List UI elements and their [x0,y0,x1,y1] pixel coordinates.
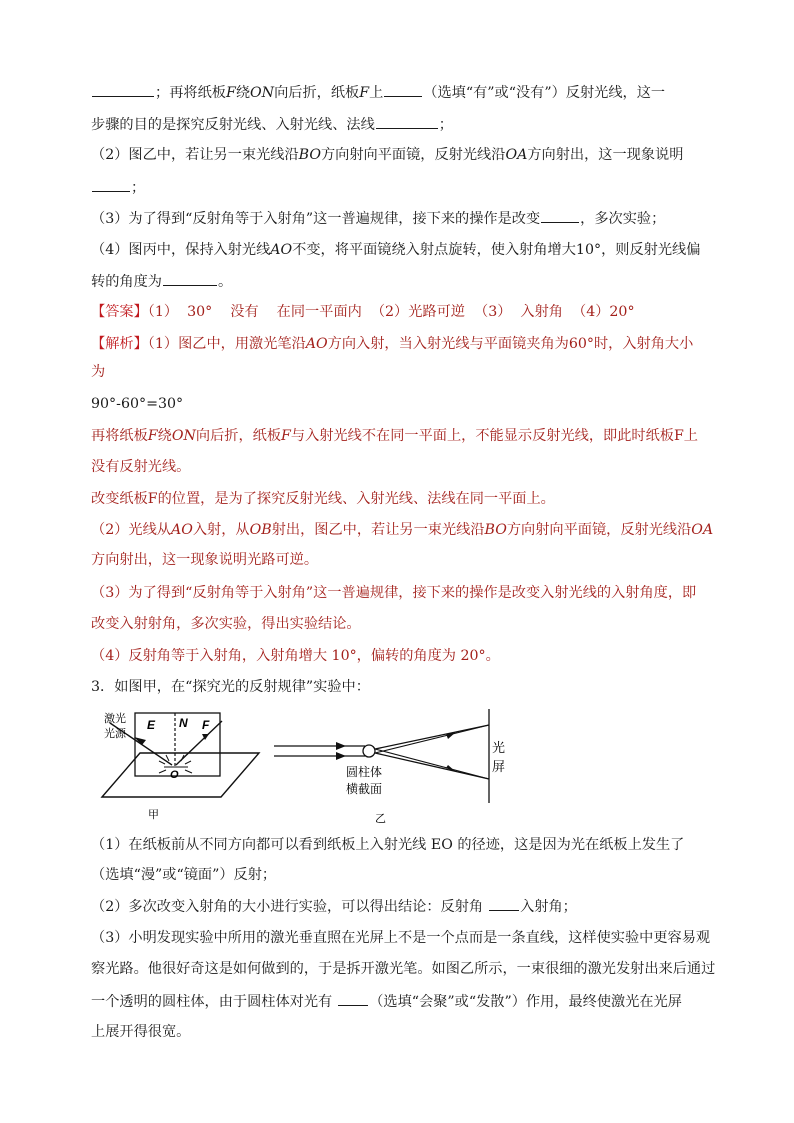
answer-text: （1） 30° 没有 在同一平面内 （2）光路可逆 （3） 入射角 （4）20° [147,304,635,320]
figure-reflection-setup [96,705,271,825]
label-screen-1: 光 [492,740,506,755]
answer-blank [338,991,368,1006]
label-cylinder-1: 圆柱体 [346,765,383,779]
answer-line [91,302,703,322]
question-line: ；再将纸板F绕ON向后折，纸板F上 （选填“有”或“没有”）反射光线，这一 [91,82,703,103]
analysis-line: 为 [91,364,106,380]
question-line: 一个透明的圆柱体，由于圆柱体对光有 （选填“会聚”或“发散”）作用，最终使激光在光屏 [91,991,703,1012]
question-part-2: （2）图乙中，若让另一束光线沿BO方向射向平面镜，反射光线沿OA方向射出，这一现象说明 [91,147,684,163]
figure-b-caption: 乙 [375,813,386,825]
analysis-line: （4）反射角等于入射角，入射角增大 10°，偏转的角度为 20°。 [91,648,500,664]
answer-blank [376,114,438,129]
question-line: 上展开得很宽。 [91,1024,191,1040]
question-part-3: （3）为了得到“反射角等于入射角”这一普遍规律，接下来的操作是改变 ，多次实验； [91,208,703,229]
analysis-line: 方向射出，这一现象说明光路可逆。 [91,552,319,568]
answer-blank [92,82,154,97]
analysis-line: （3）为了得到“反射角等于入射角”这一普遍规律，接下来的操作是改变入射光线的入射角度，即 [91,585,697,601]
question-line: 转的角度为 。 [91,271,703,292]
question-part-4: （4）图丙中，保持入射光线AO不变，将平面镜绕入射点旋转，使入射角增大10°，则反射光线偏 [91,242,701,258]
analysis-line: 再将纸板F绕ON向后折，纸板F与入射光线不在同一平面上，不能显示反射光线，即此时纸板F上 [91,428,698,444]
label-O: O [170,769,179,781]
answer-blank [163,271,217,286]
analysis-tag: 【解析】 [91,336,148,352]
label-laser-1: 激光 [104,713,126,725]
answer-blank [541,208,579,223]
question-3-part-3: （3）小明发现实验中所用的激光垂直照在光屏上不是一个点而是一条直线，这样使实验中更容易观 [91,930,711,946]
analysis-line: 改变入射射角，多次实验，得出实验结论。 [91,616,361,632]
label-F: F [202,718,210,732]
analysis-line: 没有反射光线。 [91,459,191,475]
question-3-stem: 3．如图甲，在“探究光的反射规律”实验中： [91,679,370,695]
analysis-line: 改变纸板F的位置，是为了探究反射光线、入射光线、法线在同一平面上。 [91,491,555,507]
question-line: 察光路。他很好奇这是如何做到的，于是拆开激光笔。如图乙所示，一束很细的激光发射出来后通过 [91,961,716,977]
label-E: E [147,718,156,732]
figure-a-caption: 甲 [148,809,159,821]
question-line: 步骤的目的是探究反射光线、入射光线、法线 ； [91,114,703,135]
answer-blank [489,896,519,911]
analysis-line: （2）光线从AO入射，从OB射出，图乙中，若让另一束光线沿BO方向射向平面镜，反射光线沿OA [91,522,714,538]
answer-blank [92,177,130,192]
figure-cylinder-laser [270,705,520,830]
label-laser-2: 光源 [104,728,126,740]
analysis-formula: 90°-60°=30° [91,396,184,412]
analysis-line: 【解析】（1）图乙中，用激光笔沿AO方向入射，当入射光线与平面镜夹角为60°时，入射角大小 [91,336,694,352]
label-N: N [179,716,188,730]
question-line: ； [91,177,703,198]
question-3-part-2: （2）多次改变入射角的大小进行实验，可以得出结论：反射角 入射角； [91,896,703,917]
label-cylinder-2: 横截面 [346,782,383,796]
answer-tag: 【答案】 [91,304,148,320]
question-line: （选填“漫”或“镜面”）反射； [91,867,277,883]
question-3-part-1: （1）在纸板前从不同方向都可以看到纸板上入射光线 EO 的径迹，这是因为光在纸板上发生了 [91,837,685,853]
label-screen-2: 屏 [492,759,506,774]
answer-blank [384,82,422,97]
